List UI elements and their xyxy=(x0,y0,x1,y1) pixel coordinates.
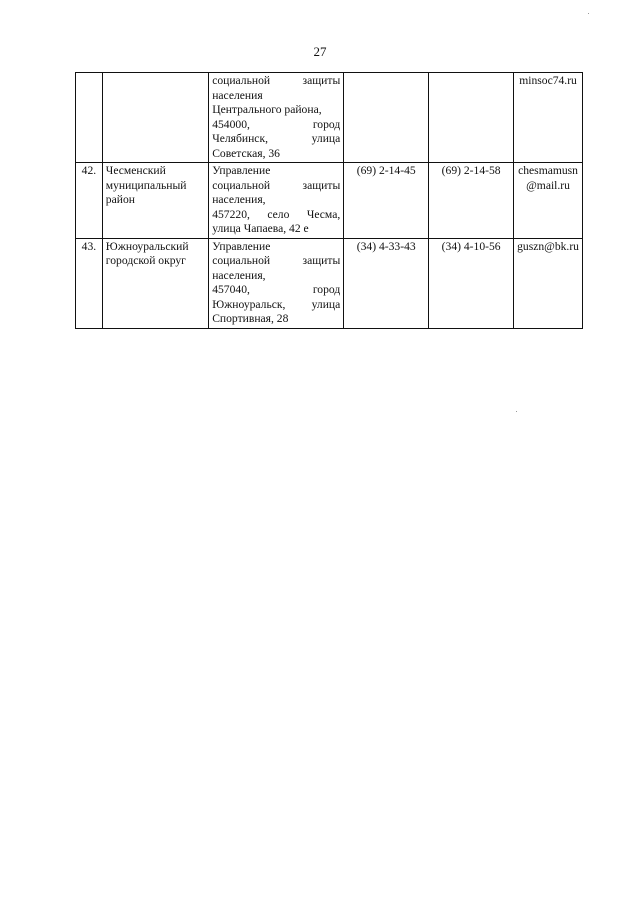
row-number-cell: 43. xyxy=(76,238,103,328)
email-cell xyxy=(514,163,583,239)
fax-cell: (69) 2-14-58 xyxy=(429,163,514,239)
email-cell xyxy=(514,73,583,163)
address-line: улица Чапаева, 42 е xyxy=(212,222,309,235)
table-row xyxy=(76,238,583,328)
district-name-cell xyxy=(102,73,208,163)
address-line: Управление xyxy=(212,164,271,177)
table-row xyxy=(76,163,583,239)
address-line: социальной защиты xyxy=(212,178,341,192)
address-line: населения xyxy=(212,88,263,102)
address-line: Спортивная, 28 xyxy=(212,312,289,325)
district-name-line: Чесменский xyxy=(105,164,166,177)
district-name-cell xyxy=(102,163,208,239)
district-name-line: городской округ xyxy=(105,254,186,267)
address-line: населения, xyxy=(212,268,266,282)
address-line: 454000, город xyxy=(212,117,341,131)
office-address-cell xyxy=(209,163,344,239)
address-line: 457040, город xyxy=(212,283,341,296)
email-cell xyxy=(514,238,583,328)
phone-cell: (34) 4-33-43 xyxy=(344,238,429,328)
address-line: социальной защиты xyxy=(212,74,341,87)
page-number: 27 xyxy=(313,44,327,59)
row-number-cell xyxy=(76,73,103,163)
district-name-cell xyxy=(102,238,208,328)
scan-speck xyxy=(516,411,517,412)
address-line: 457220, село Чесма, xyxy=(212,207,341,221)
table-body xyxy=(76,73,583,329)
address-line: Южноуральск, улица xyxy=(212,297,341,311)
office-address-cell xyxy=(209,73,344,163)
email-line: guszn@bk.ru xyxy=(517,239,579,253)
scan-speck xyxy=(588,13,589,14)
district-name-line: район xyxy=(105,193,135,206)
address-line: Центрального района, xyxy=(212,103,322,116)
phone-cell: (69) 2-14-45 xyxy=(344,163,429,239)
address-line: населения, xyxy=(212,193,266,206)
district-name-line: Южноуральский xyxy=(105,239,189,253)
office-address-cell xyxy=(209,238,344,328)
email-line: chesmamusn xyxy=(518,164,578,177)
social-protection-offices-table xyxy=(75,72,583,329)
address-line: Челябинск, улица xyxy=(212,132,341,145)
row-number-cell: 42. xyxy=(76,163,103,239)
email-line: minsoc74.ru xyxy=(519,74,577,87)
fax-cell: (34) 4-10-56 xyxy=(429,238,514,328)
fax-cell xyxy=(429,73,514,163)
table-row xyxy=(76,73,583,163)
email-line: @mail.ru xyxy=(526,178,570,192)
district-name-line: муниципальный xyxy=(105,178,187,192)
phone-cell xyxy=(344,73,429,163)
address-line: Советская, 36 xyxy=(212,146,280,160)
address-line: Управление xyxy=(212,239,271,253)
address-line: социальной защиты xyxy=(212,254,341,267)
